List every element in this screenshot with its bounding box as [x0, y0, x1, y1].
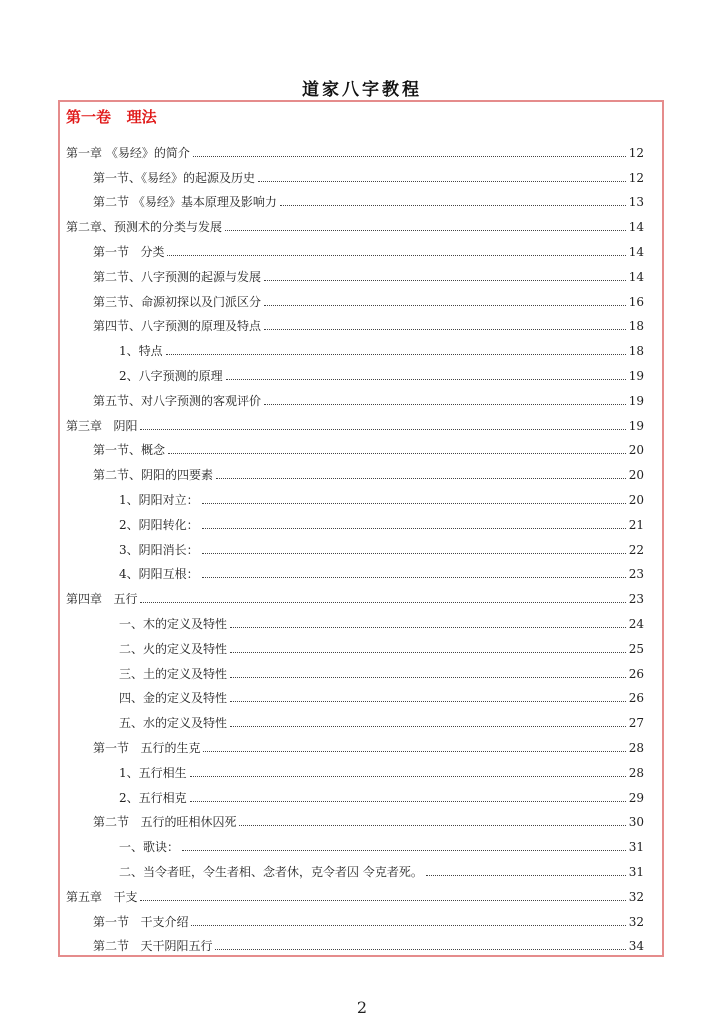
dot-leader	[190, 800, 626, 802]
toc-entry-page: 28	[628, 765, 644, 780]
dot-leader	[426, 874, 626, 876]
dot-leader	[225, 229, 626, 231]
toc-entry[interactable]	[60, 259, 662, 284]
toc-entry-label: 第二节、阴阳的四要素	[93, 468, 214, 483]
toc-entry-page: 19	[628, 368, 644, 383]
toc-entry-page: 14	[628, 220, 644, 235]
toc-entry-label: 1、阴阳对立：	[119, 492, 199, 507]
toc-entry-page: 20	[628, 492, 644, 507]
dot-leader	[202, 527, 626, 529]
toc-list	[60, 135, 662, 953]
toc-entry-page: 23	[628, 592, 644, 607]
toc-entry-label: 第二章、预测术的分类与发展	[66, 220, 223, 235]
toc-entry-page: 19	[628, 418, 644, 433]
toc-entry[interactable]	[60, 854, 662, 879]
toc-entry-label: 一、木的定义及特性	[119, 616, 228, 631]
toc-entry-label: 第二节、八字预测的起源与发展	[93, 269, 262, 284]
toc-entry[interactable]	[60, 730, 662, 755]
toc-entry[interactable]	[60, 234, 662, 259]
toc-entry-page: 27	[628, 716, 644, 731]
toc-entry[interactable]	[60, 705, 662, 730]
dot-leader	[166, 353, 626, 355]
dot-leader	[140, 428, 625, 430]
toc-entry[interactable]	[60, 805, 662, 830]
toc-entry-page: 18	[628, 344, 644, 359]
toc-entry-page: 26	[628, 666, 644, 681]
toc-entry[interactable]	[60, 656, 662, 681]
toc-entry[interactable]	[60, 135, 662, 160]
toc-entry-label: 第一节 分类	[93, 244, 165, 259]
toc-entry-page: 13	[628, 195, 644, 210]
toc-entry[interactable]	[60, 358, 662, 383]
toc-entry-page: 14	[628, 269, 644, 284]
toc-entry-label: 第四章 五行	[66, 592, 138, 607]
toc-entry-label: 第五节、对八字预测的客观评价	[93, 393, 262, 408]
toc-entry[interactable]	[60, 557, 662, 582]
toc-entry-label: 第二节 天干阴阳五行	[93, 939, 213, 954]
toc-entry-label: 1、特点	[119, 344, 163, 359]
toc-entry-label: 4、阴阳互根：	[119, 567, 199, 582]
dot-leader	[193, 155, 626, 157]
dot-leader	[230, 676, 626, 678]
dot-leader	[202, 576, 626, 578]
toc-entry-page: 34	[628, 939, 644, 954]
toc-entry-page: 32	[628, 889, 644, 904]
toc-frame	[58, 100, 664, 957]
toc-entry-label: 2、五行相克	[119, 790, 187, 805]
toc-entry-label: 第一节、概念	[93, 443, 166, 458]
dot-leader	[215, 948, 625, 950]
toc-entry[interactable]	[60, 829, 662, 854]
toc-entry-label: 一、歌诀：	[119, 840, 180, 855]
dot-leader	[264, 304, 626, 306]
toc-entry[interactable]	[60, 309, 662, 334]
toc-entry-label: 3、阴阳消长：	[119, 542, 199, 557]
toc-entry-page: 24	[628, 616, 644, 631]
dot-leader	[230, 626, 626, 628]
toc-entry-label: 第二节 五行的旺相休囚死	[93, 815, 237, 830]
toc-entry[interactable]	[60, 879, 662, 904]
toc-entry-page: 12	[628, 145, 644, 160]
toc-entry-page: 26	[628, 691, 644, 706]
toc-entry-label: 第五章 干支	[66, 889, 138, 904]
dot-leader	[140, 601, 625, 603]
toc-entry-page: 20	[628, 468, 644, 483]
toc-entry-page: 31	[628, 840, 644, 855]
toc-entry[interactable]	[60, 482, 662, 507]
page-number: 2	[356, 998, 368, 1017]
toc-entry[interactable]	[60, 433, 662, 458]
toc-entry-page: 22	[628, 542, 644, 557]
toc-entry[interactable]	[60, 606, 662, 631]
toc-entry-label: 第二节 《易经》基本原理及影响力	[93, 195, 277, 210]
toc-entry-page: 18	[628, 319, 644, 334]
toc-entry-page: 29	[628, 790, 644, 805]
toc-entry-page: 25	[628, 641, 644, 656]
toc-entry-page: 19	[628, 393, 644, 408]
toc-entry-label: 第三节、命源初探以及门派区分	[93, 294, 262, 309]
toc-entry[interactable]	[60, 681, 662, 706]
toc-entry-page: 30	[628, 815, 644, 830]
toc-entry[interactable]	[60, 457, 662, 482]
toc-entry-label: 第一节、《易经》的起源及历史	[93, 170, 256, 185]
toc-entry[interactable]	[60, 209, 662, 234]
toc-entry[interactable]	[60, 160, 662, 185]
toc-entry-label: 第四节、八字预测的原理及特点	[93, 319, 262, 334]
dot-leader	[230, 725, 626, 727]
dot-leader	[230, 651, 626, 653]
toc-entry-label: 五、水的定义及特性	[119, 716, 228, 731]
dot-leader	[168, 452, 626, 454]
volume-title: 第一卷 理法	[66, 108, 157, 126]
dot-leader	[226, 378, 626, 380]
toc-entry-page: 32	[628, 914, 644, 929]
toc-entry-page: 20	[628, 443, 644, 458]
dot-leader	[258, 180, 626, 182]
dot-leader	[264, 328, 626, 330]
toc-entry-label: 2、八字预测的原理	[119, 368, 223, 383]
toc-entry[interactable]	[60, 408, 662, 433]
toc-entry[interactable]	[60, 284, 662, 309]
toc-entry[interactable]	[60, 581, 662, 606]
toc-entry-page: 21	[628, 517, 644, 532]
toc-entry-page: 14	[628, 244, 644, 259]
toc-entry-label: 第一节 五行的生克	[93, 740, 201, 755]
toc-entry[interactable]	[60, 333, 662, 358]
toc-entry-label: 四、金的定义及特性	[119, 691, 228, 706]
dot-leader	[239, 824, 625, 826]
dot-leader	[264, 403, 626, 405]
toc-entry[interactable]	[60, 507, 662, 532]
toc-entry-label: 2、阴阳转化：	[119, 517, 199, 532]
dot-leader	[190, 775, 626, 777]
dot-leader	[264, 279, 626, 281]
toc-entry-page: 28	[628, 740, 644, 755]
dot-leader	[230, 700, 626, 702]
toc-entry[interactable]	[60, 532, 662, 557]
toc-entry-label: 二、火的定义及特性	[119, 641, 228, 656]
dot-leader	[280, 204, 626, 206]
toc-entry[interactable]	[60, 185, 662, 210]
toc-entry-page: 16	[628, 294, 644, 309]
dot-leader	[167, 254, 625, 256]
toc-entry-page: 31	[628, 864, 644, 879]
toc-entry-label: 二、当令者旺，令生者相、念者休，克令者囚 令克者死。	[119, 864, 423, 879]
dot-leader	[202, 502, 626, 504]
dot-leader	[203, 750, 625, 752]
toc-entry-label: 1、五行相生	[119, 765, 187, 780]
toc-entry[interactable]	[60, 929, 662, 954]
dot-leader	[191, 924, 625, 926]
toc-entry[interactable]	[60, 755, 662, 780]
toc-entry-page: 23	[628, 567, 644, 582]
toc-entry[interactable]	[60, 383, 662, 408]
toc-entry[interactable]	[60, 904, 662, 929]
toc-entry-label: 第一节 干支介绍	[93, 914, 189, 929]
document-title: 道家八字教程	[302, 80, 422, 100]
toc-entry-page: 12	[628, 170, 644, 185]
dot-leader	[216, 477, 626, 479]
toc-entry-label: 三、土的定义及特性	[119, 666, 228, 681]
toc-entry-label: 第一章 《易经》的简介	[66, 145, 190, 160]
toc-entry-label: 第三章 阴阳	[66, 418, 138, 433]
dot-leader	[182, 849, 626, 851]
dot-leader	[140, 899, 625, 901]
toc-entry[interactable]	[60, 780, 662, 805]
dot-leader	[202, 552, 626, 554]
toc-entry[interactable]	[60, 631, 662, 656]
